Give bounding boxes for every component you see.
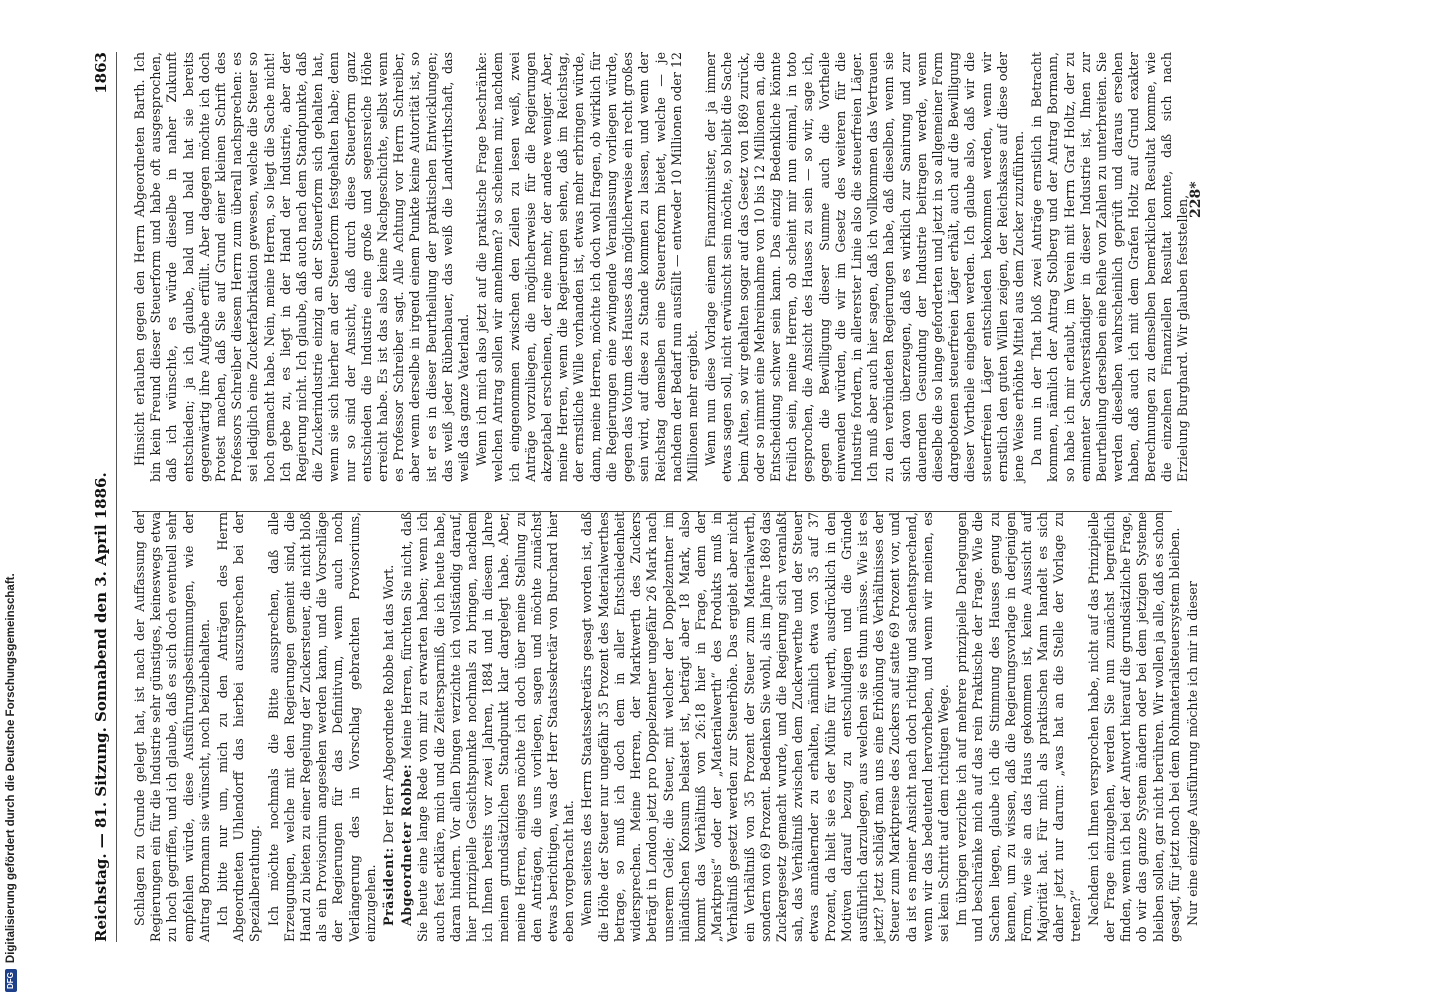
page-header (88, 52, 117, 942)
paragraph-text: Ich möchte nochmals die Bitte aussprechen, daß alle Erzeugungen, welche mit den Regierungen gemeint sind, die Hand zu bieten zu einer Regelung der Zuckersteuer, die nicht bloß als ein Provisorium angesehen werden kann, und die Vorschläge der Regierungen für das Definitivum, wenn auch noch Verlängerung des in Vorschlag gebrachten Provisoriums, einzugehen. (265, 512, 378, 942)
column-divider (132, 511, 1172, 512)
scanned-page (48, 24, 1432, 988)
left-column (132, 512, 1200, 942)
digitization-credit (3, 12, 19, 992)
header-title: Reichstag. — 81. Sitzung. Sonnabend den 3. April 1886. (92, 472, 110, 942)
digitization-strip (0, 0, 22, 1000)
paragraph-text: Wenn nun diese Vorlage einem Finanzminister, der ja immer etwas sagen soll, nicht erwünscht sein möchte, so bleibt die Sache beim Alten, so wir gehalten sogar auf das Gesetz von 1869 zurück, oder so nimmt eine Mehreinnahme von 10 bis 12 Millionen an, die Entscheidung schwer sein kann. Das einzig Bedenkliche könnte freilich sein, meine Herren, ob scheint mir nun einmal, in toto gesprochen, die Ansicht des Hauses zu sein — so wir, sage ich, gegen die Bewilligung dieser Summe auch die Vortheile einwenden würden, die wir im Gesetz des weiteren für die Industrie fordern, in allererster Linie also die steuerfreien Läger. Ich muß aber auch hier sagen, daß ich vollkommen das Vertrauen zu den verbündeten Regierungen habe, daß dieselben, wenn sie sich davon überzeugen, daß es wirklich zur Sanirung und zur dauernden Gesundung der Industrie beitragen werde, wenn dieselbe die so lange geforderten und jetzt in so allgemeiner Form dargebotenen steuerfreien Läger erhält, auch auf die Bewilligung dieser Vortheile eingehen werden. Ich glaube also, daß wir die steuerfreien Läger entschieden bekommen werden, wenn wir ernstlich den guten Willen zeigen, der Reichskasse auf diese oder jene Weise erhöhte Mittel aus dem Zucker zuzuführen. (703, 52, 1026, 482)
paragraph (215, 512, 264, 942)
paragraph (474, 52, 701, 482)
right-column (132, 52, 1190, 482)
paragraph-text: Wenn seitens des Herrn Staatssekretärs gesagt worden ist, daß die Höhe der Steuer nur ungefähr 35 Prozent des Materialwerthes betrage, so muß ich doch dem in aller Entschiedenheit widersprechen. Meine Herren, der Marktwerth des Zuckers beträgt in London jetzt pro Doppelzentner ungefähr 26 Mark nach unserem Gelde; die Steuer, mit welcher der Doppelzentner im inländischen Konsum belastet ist, beträgt aber 18 Mark, also kommt das Verhältniß von 26:18 hier in Frage, denn der „Marktpreis“ oder der „Materialwerth“ des Produkts muß in Verhältniß gesetzt werden zur Steuerhöhe. Das ergiebt aber nicht ein Verhältniß von 35 Prozent der Steuer zum Materialwerth, sondern von 69 Prozent. Bedenken Sie wohl, als im Jahre 1869 das Zuckergesetz gemacht wurde, und die Regierung sich veranlaßt sah, das Verhältniß zwischen dem Zuckerwerthe und der Steuer etwas annähernder zu erhalten, nämlich etwa von 35 auf 37 Prozent, da hielt sie es der Mühe für werth, ausdrücklich in den Motiven darauf bezug zu entschuldigen und die Gründe ausführlich darzulegen, aus welchen sie es thun müsse. Wie ist es jetzt? Jetzt schlägt man uns eine Erhöhung des Verhältnisses der Steuer zum Marktpreise des Zuckers auf satte 69 Prozent vor, und da ist es meiner Ansicht nach doch richtig und sachentsprechend, wenn wir das bedeutend hervorheben, und wenn wir meinen, es sei kein Schritt auf dem richtigen Wege. (579, 512, 951, 942)
speaker-name: Präsident: (381, 847, 397, 926)
dfg-logo: DFG (5, 969, 17, 992)
paragraph (266, 512, 379, 942)
page-content (48, 24, 1432, 988)
paragraph (1185, 512, 1201, 942)
paragraph-text: Im übrigen verzichte ich auf mehrere prinzipielle Darlegungen und beschränke mich auf das rein Praktische der Frage. Wie die Sachen liegen, glaube ich die Stimmung des Hauses genug zu kennen, um zu wissen, daß die Regierungsvorlage in derjenigen Form, wie sie an das Haus gekommen ist, keine Aussicht auf Majorität hat. Für mich als praktischen Mann handelt es sich daher jetzt nur darum: „was hat an die Stelle der Vorlage zu treten?“ (954, 512, 1083, 942)
credit-text: Digitalisierung gefördert durch die Deutsche Forschungsgemeinschaft. (5, 573, 17, 964)
paragraph-text: Wenn ich mich also jetzt auf die praktische Frage beschränke: welchen Antrag sollen wir annehmen? so scheinen mir, nachdem ich eingenommen zwischen den Zeilen zu lesen weiß, zwei Anträge vorzuliegen, die möglicherweise für die Regierungen akzeptabel erscheinen, der eine mehr, der andere weniger. Aber, meine Herren, wenn die Regierungen sehen, daß im Reichstag, der ernstliche Wille vorhanden ist, etwas mehr erbringen würde, dann, meine Herren, möchte ich doch wohl fragen, ob wirklich für die Regierungen eine zwingende Veranlassung vorliegen würde, gegen das Votum des Hauses das möglicherweise ein recht großes sein wird, auf diese zu Stande kommen zu lassen, und wenn der Reichstag demselben eine Steuerreform bietet, welche — je nachdem der Bedarf nun ausfällt — entweder 10 Millionen oder 12 Millionen mehr ergiebt. (474, 52, 700, 482)
paragraph-text: Nachdem ich Ihnen versprochen habe, nicht auf das Prinzipielle der Frage einzugehen, werden Sie nun zunächst begreiflich finden, wenn ich bei der Antwort hierauf die grundsätzliche Frage, ob wir das ganze System ändern oder bei dem jetzigen Systeme bleiben sollen, gar nicht berühren. Wir wollen ja alle, daß es schon gesagt, für jetzt noch bei dem Rohmaterialsteuersystem bleiben. (1085, 512, 1182, 942)
paragraph (1086, 512, 1183, 942)
paragraph (132, 512, 213, 942)
paragraph (399, 512, 577, 942)
paragraph-text: Schlagen zu Grunde gelegt hat, ist nach der Auffassung der Regierungen ein für die Industrie sehr günstiges, keineswegs etwa zu hoch gegriffen, und ich glaube, daß es sich doch eventuell sehr empfehlen würde, diese Ausführungsbestimmungen, wie der Antrag Bormann sie wünscht, noch beizubehalten. (132, 512, 212, 942)
page-number: 1863 (92, 52, 110, 94)
paragraph (381, 512, 397, 942)
paragraph-text: Der Herr Abgeordnete Robbe hat das Wort. (381, 564, 397, 844)
paragraph-text: Nur eine einzige Ausführung möchte ich mir in dieser (1185, 581, 1200, 926)
paragraph-text: Meine Herren, fürchten Sie nicht, daß Sie heute eine lange Rede von mir zu erwarten haben; wenn ich auch fest erkläre, mich und die Zeitersparniß, die ich heute habe, daran hindern. Vor allen Dingen verzichte ich vollständig darauf, hier prinzipielle Gesichtspunkte nochmals zu bringen, nachdem ich Ihnen bereits vor zwei Jahren, 1884 und in diesem Jahre meinen grundsätzlichen Standpunkt klar dargelegt habe. Aber, meine Herren, einiges möchte ich doch über meine Stellung zu den Anträgen, die uns vorliegen, sagen und möchte zunächst etwas berichtigen, was der Herr Staatssekretär von Burchard hier eben vorgebracht hat. (399, 512, 577, 942)
paragraph-text: Da nun in der That bloß zwei Anträge ernstlich in Betracht kommen, nämlich der Antrag Stolberg und der Antrag Bormann, so habe ich mir erlaubt, im Verein mit Herrn Graf Holtz, der zu eminenter Sachverständiger in dieser Industrie ist, Ihnen zur Beurtheilung derselben eine Reihe von Zahlen zu unterbreiten. Sie werden dieselben wahrscheinlich geprüft und daraus ersehen haben, daß auch ich mit dem Grafen Holtz auf Grund exakter Berechnungen zu demselben bemerklichen Resultat komme, wie die einzelnen Finanziellen Resultat konnte, daß sich nach Erzielung Burghard. Wir glauben feststellen, (1029, 52, 1190, 482)
paragraph (954, 512, 1084, 942)
speaker-name: Abgeordneter Robbe: (399, 763, 415, 926)
paragraph-text: Hinsicht erlauben gegen den Herrn Abgeordneten Barth. Ich bin kein Freund dieser Steuerform und habe oft ausgesprochen, daß ich wünschte, es würde dieselbe in naher Zukunft entschieden; ja ich glaube, bald und bald hat sie bereits gegenwärtig ihre Aufgabe erfüllt. Aber dagegen möchte ich doch Protest machen, daß Sie auf Grund einer kleinen Schrift des Professors Schreiber diesem Herrn zum überall nachsprechen: es sei lediglich eine Zuckerfabrikation gewesen, welche die Steuer so hoch gemacht habe. Nein, meine Herren, so liegt die Sache nicht! Ich gebe zu, es liegt in der Hand der Industrie, aber der Regierung nicht. Ich glaube, daß auch nach dem Standpunkte, daß die Zuckerindustrie einzig an der Steuerform sich gehalten hat, wenn sie sich hierher an der Steuerform festgehalten habe; denn nur so sind der Ansicht, daß durch diese Steuerform ganz entschieden die Industrie eine große und segensreiche Höhe erreicht habe. Es ist das also keine Nachgeschichte, selbst wenn es Professor Schreiber sagt. Alle Achtung vor Herrn Schreiber, aber wenn derselbe in irgend einem Punkte keine Autorität ist, so ist er es in dieser Beurtheilung der praktischen Entwicklungen; das weiß jeder Rübenbauer, das weiß die Landwirthschaft, das weiß das ganze Vaterland. (132, 52, 472, 482)
paragraph (579, 512, 952, 942)
paragraph (703, 52, 1027, 482)
paragraph (132, 52, 472, 482)
signature-mark: 228* (1188, 181, 1204, 218)
paragraph-text: Ich bitte nur um, mich zu den Anträgen des Herrn Abgeordneten Uhlendorff das hierbei auszusprechen bei der Spezialberathung. (215, 512, 263, 942)
paragraph (1029, 52, 1191, 482)
